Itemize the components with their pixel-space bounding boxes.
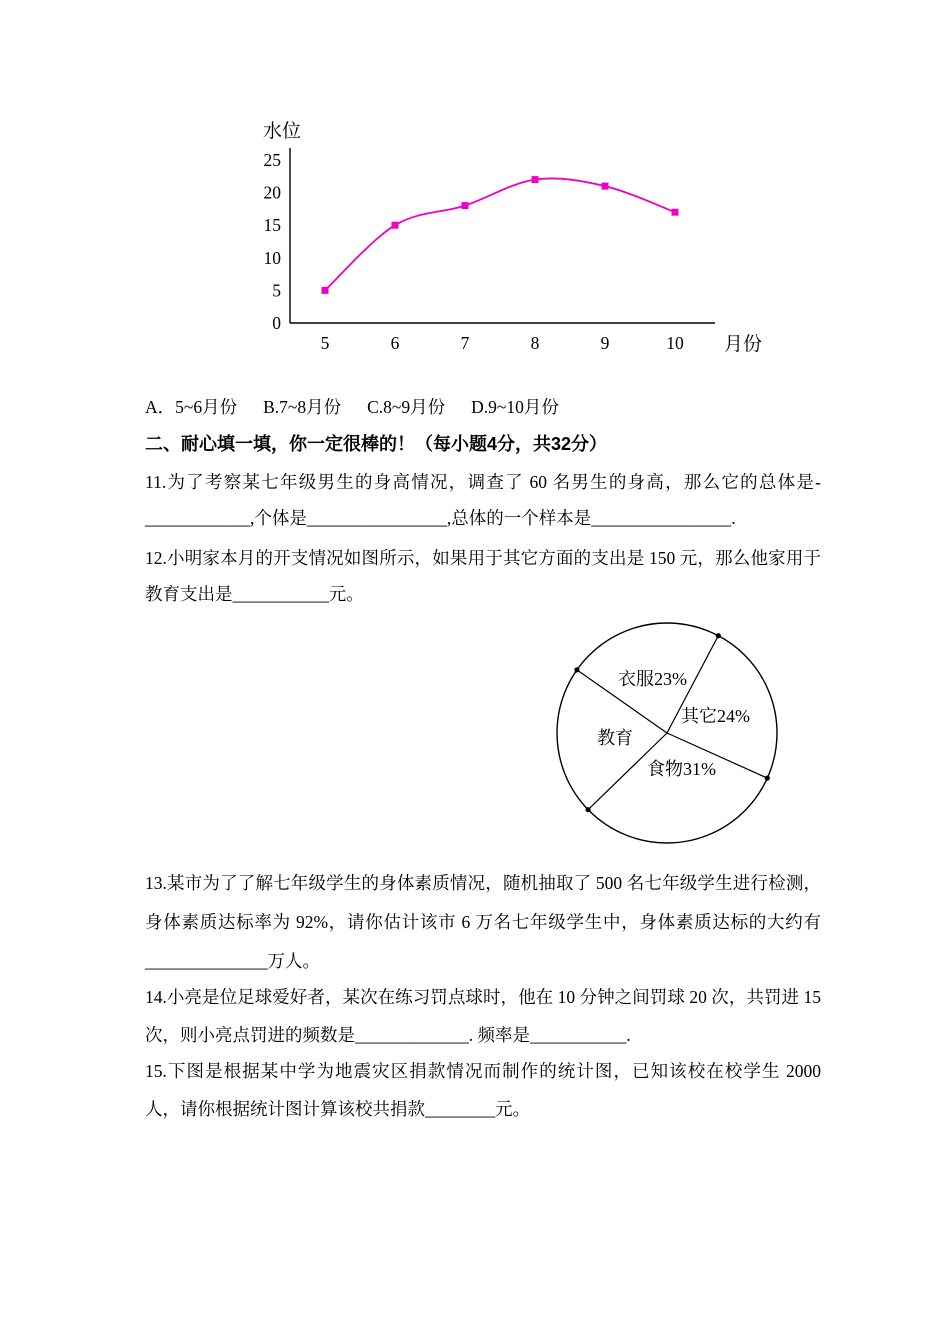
y-tick-label: 15 bbox=[263, 215, 281, 236]
water-level-line-chart bbox=[230, 110, 763, 365]
pie-chart-svg bbox=[540, 603, 800, 863]
question-12: 12.小明家本月的开支情况如图所示，如果用于其它方面的支出是 150 元，那么他家用于教育支出是___________元。 bbox=[145, 548, 821, 604]
option-d: D.9~10月份 bbox=[471, 397, 559, 417]
pie-label-education: 教育 bbox=[597, 728, 633, 748]
x-tick-label: 9 bbox=[600, 333, 610, 353]
question-14: 14.小亮是位足球爱好者，某次在练习罚点球时，他在 10 分钟之间罚球 20 次，共罚进 15 次，则小亮点罚进的频数是_____________. 频率是___________. bbox=[145, 987, 821, 1045]
data-point-marker bbox=[322, 287, 329, 294]
x-tick-label: 5 bbox=[320, 333, 330, 353]
data-point-marker bbox=[532, 176, 539, 183]
pie-boundary-dot bbox=[765, 776, 770, 781]
data-point-marker bbox=[672, 209, 679, 216]
question-11: 11.为了考察某七年级男生的身高情况，调查了 60 名男生的身高，那么它的总体是-____________,个体是________________,总体的一个样本是________________. bbox=[145, 472, 821, 528]
section-2-header: 二、耐心填一填，你一定很棒的！（每小题4分，共32分） bbox=[145, 434, 608, 454]
question-13: 13.某市为了了解七年级学生的身体素质情况，随机抽取了 500 名七年级学生进行检测，身体素质达标率为 92%，请你估计该市 6 万名七年级学生中，身体素质达标的大约有______________万人。 bbox=[145, 873, 821, 971]
line-chart-xlabel: 月份 bbox=[724, 334, 763, 355]
option-b: B.7~8月份 bbox=[263, 397, 342, 417]
y-tick-label: 20 bbox=[263, 182, 281, 203]
x-tick-label: 6 bbox=[390, 333, 400, 353]
data-point-marker bbox=[602, 183, 609, 190]
y-tick-label: 10 bbox=[263, 247, 281, 268]
question-15: 15.下图是根据某中学为地震灾区捐款情况而制作的统计图，已知该校在校学生 2000 人，请你根据统计图计算该校共捐款________元。 bbox=[145, 1061, 821, 1119]
x-tick-label: 10 bbox=[666, 333, 684, 353]
data-point-marker bbox=[462, 202, 469, 209]
question-options bbox=[145, 394, 559, 419]
pie-boundary-dot bbox=[716, 633, 721, 638]
expense-pie-chart bbox=[540, 603, 800, 863]
y-tick-label: 5 bbox=[272, 280, 281, 301]
line-chart-title: 水位 bbox=[263, 121, 302, 142]
data-point-marker bbox=[392, 222, 399, 229]
x-tick-label: 8 bbox=[530, 333, 540, 353]
pie-boundary-dot bbox=[574, 667, 579, 672]
pie-label-other: 其它24% bbox=[681, 706, 750, 726]
option-c: C.8~9月份 bbox=[367, 397, 446, 417]
option-a: A．5~6月份 bbox=[145, 397, 238, 417]
pie-label-food: 食物31% bbox=[647, 759, 716, 779]
y-tick-label: 0 bbox=[272, 313, 281, 333]
pie-label-clothes: 衣服23% bbox=[618, 669, 687, 689]
x-tick-label: 7 bbox=[460, 333, 470, 353]
pie-boundary-dot bbox=[586, 807, 591, 812]
y-tick-label: 25 bbox=[263, 150, 281, 170]
water-level-line bbox=[325, 178, 675, 290]
